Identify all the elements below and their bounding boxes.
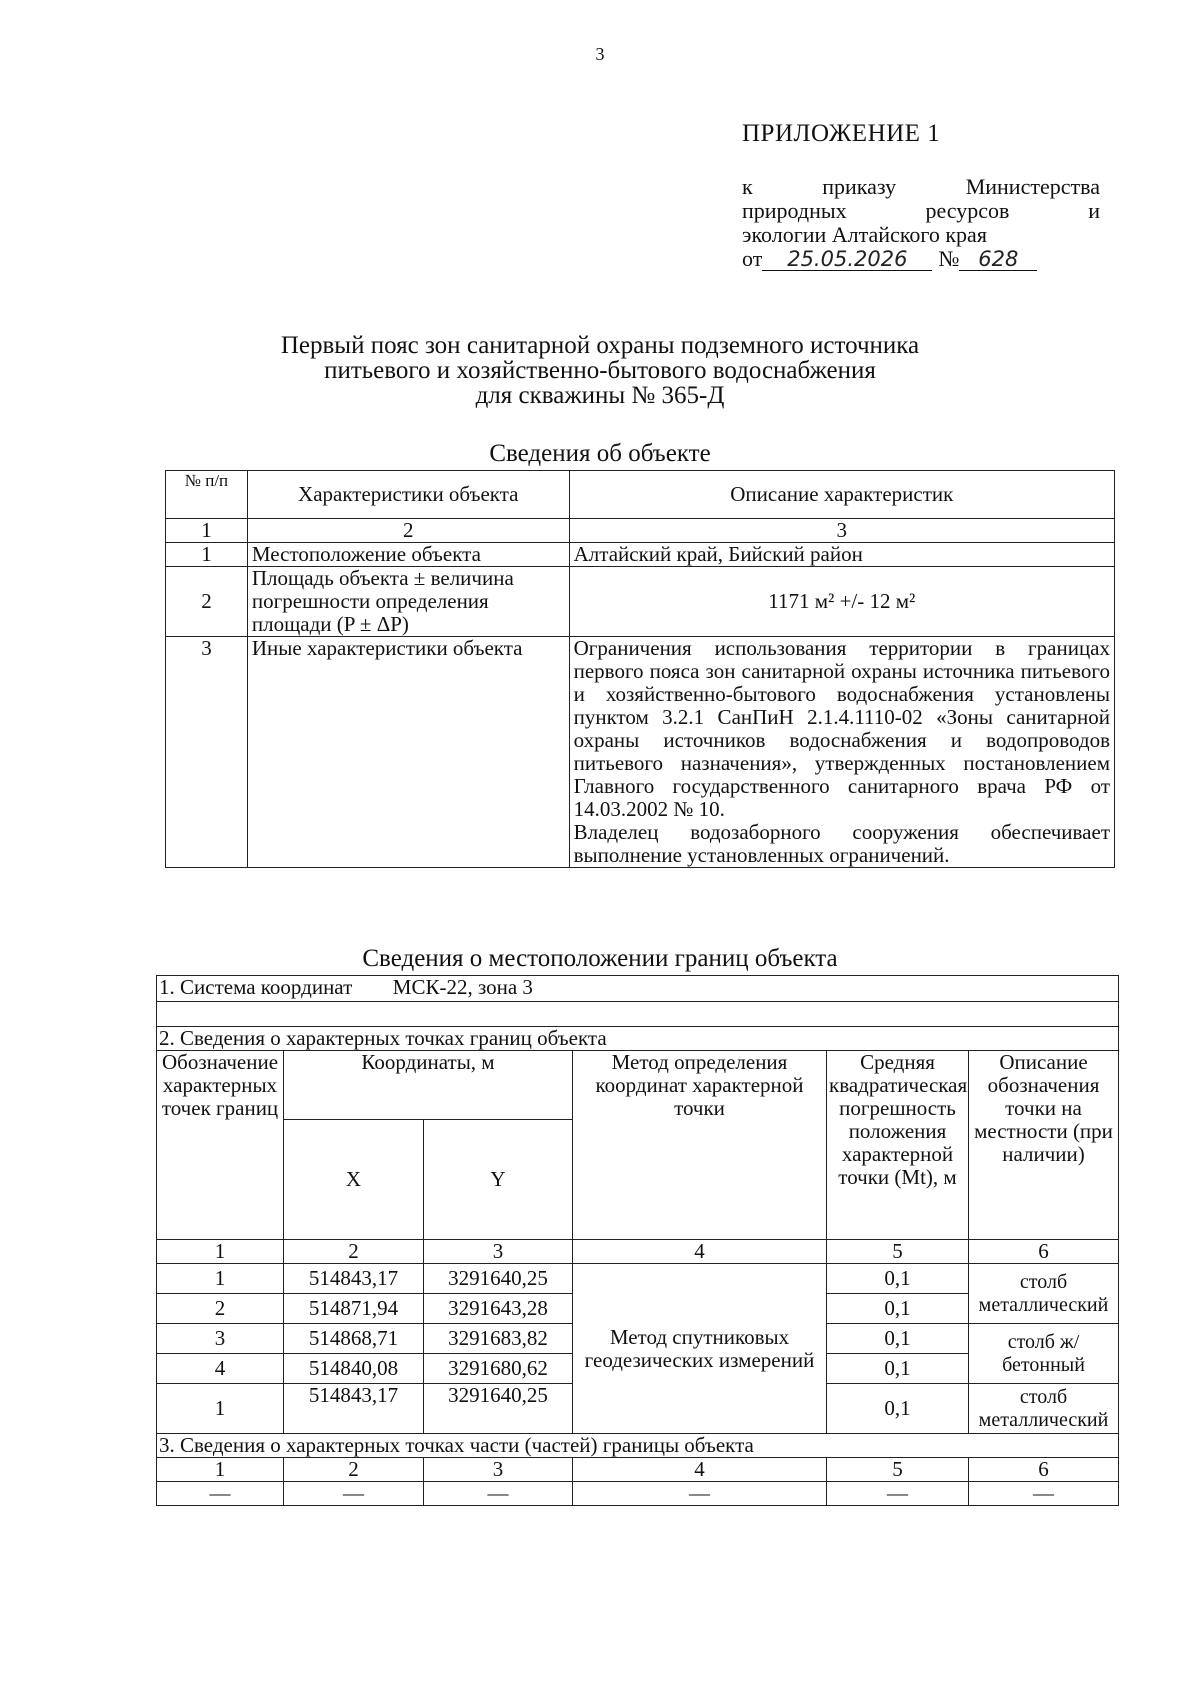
header-description: Описание характеристик	[569, 471, 1114, 519]
order-word: к	[742, 174, 753, 199]
index-cell: 3	[424, 1458, 573, 1482]
index-cell: 3	[569, 519, 1114, 543]
point-id: 1	[157, 1384, 284, 1434]
order-word: приказу	[822, 174, 897, 199]
point-mt: 0,1	[827, 1324, 969, 1354]
point-mt: 0,1	[827, 1354, 969, 1384]
row-characteristic: Площадь объекта ± величина погрешности определения площади (P ± ΔP)	[247, 567, 569, 637]
table-row	[166, 637, 1115, 868]
point-y: 3291640,25	[424, 1384, 573, 1434]
point-mt: 0,1	[827, 1384, 969, 1434]
index-cell: 1	[166, 519, 248, 543]
title-line: питьевого и хозяйственно-бытового водоснабжения	[324, 357, 876, 384]
document-title	[0, 333, 1200, 408]
header-y: Y	[424, 1120, 573, 1240]
blank-row	[157, 1002, 1119, 1027]
row-description	[569, 637, 1114, 868]
point-y: 3291683,82	[424, 1324, 573, 1354]
table-row	[166, 543, 1115, 567]
header-point-description: Описание обозначения точки на местности (при наличии)	[969, 1051, 1119, 1240]
object-info-caption: Сведения об объекте	[489, 440, 711, 467]
point-y: 3291680,62	[424, 1354, 573, 1384]
coord-system-value: МСК-22, зона 3	[392, 975, 533, 999]
point-id: 2	[157, 1294, 284, 1324]
order-word: и	[1088, 198, 1100, 223]
header-x: X	[284, 1120, 424, 1240]
point-y: 3291640,25	[424, 1264, 573, 1294]
table-row	[157, 1264, 1119, 1294]
point-x: 514840,08	[284, 1354, 424, 1384]
order-word: Министерства	[965, 174, 1100, 199]
order-number-handwritten: 628	[959, 248, 1037, 271]
dash-cell: —	[157, 1482, 284, 1506]
point-id: 3	[157, 1324, 284, 1354]
index-cell: 4	[573, 1240, 827, 1264]
point-marker-description: столб металлический	[969, 1384, 1119, 1434]
header-characteristics: Характеристики объекта	[247, 471, 569, 519]
order-line-2	[742, 199, 1100, 223]
description-paragraph: Ограничения использования территории в границах первого пояса зон санитарной охраны источника питьевого и хозяйственно-бытового водоснабжения установлены пунктом 3.2.1 СанПиН 2.1.4.1110-02 «Зоны санитарной охраны источников водоснабжения и водопроводов питьевого назначения», утвержденных постановлением Главного государственного санитарного врача РФ от 14.03.2002 № 10.	[573, 636, 1110, 821]
title-line: для скважины № 365-Д	[475, 382, 725, 409]
row-description: 1171 м² +/- 12 м²	[569, 567, 1114, 637]
number-label: №	[938, 246, 960, 271]
order-word: ресурсов	[925, 198, 1010, 223]
title-line: Первый пояс зон санитарной охраны подземного источника	[280, 332, 920, 359]
index-cell: 4	[573, 1458, 827, 1482]
index-cell: 1	[157, 1458, 284, 1482]
page-number: 3	[595, 44, 605, 64]
point-x: 514843,17	[284, 1264, 424, 1294]
row-num: 1	[166, 543, 248, 567]
index-cell: 5	[827, 1240, 969, 1264]
dash-cell: —	[573, 1482, 827, 1506]
description-paragraph: Владелец водозаборного сооружения обеспечивает выполнение установленных ограничений.	[573, 820, 1110, 867]
dash-cell: —	[424, 1482, 573, 1506]
section-3-heading: 3. Сведения о характерных точках части (частей) границы объекта	[157, 1434, 1119, 1458]
section-2-heading: 2. Сведения о характерных точках границ объекта	[157, 1027, 1119, 1051]
row-num: 3	[166, 637, 248, 868]
header-designation: Обозначение характерных точек границ	[157, 1051, 284, 1240]
order-reference	[742, 175, 1100, 271]
point-y: 3291643,28	[424, 1294, 573, 1324]
index-cell: 2	[247, 519, 569, 543]
order-line-1	[742, 175, 1100, 199]
index-cell: 3	[424, 1240, 573, 1264]
header-method: Метод определения координат характерной точки	[573, 1051, 827, 1240]
header-error: Средняя квадратическая погрешность положения характерной точки (Mt), м	[827, 1051, 969, 1240]
point-id: 4	[157, 1354, 284, 1384]
coord-system-row	[157, 976, 1119, 1002]
index-cell: 6	[969, 1458, 1119, 1482]
order-word: природных	[742, 198, 847, 223]
index-cell: 2	[284, 1240, 424, 1264]
method-value: Метод спутниковых геодезических измерений	[573, 1264, 827, 1434]
order-date-line	[742, 247, 1100, 271]
index-cell: 6	[969, 1240, 1119, 1264]
order-date-handwritten: 25.05.2026	[762, 248, 932, 271]
dash-cell: —	[284, 1482, 424, 1506]
appendix-heading: ПРИЛОЖЕНИЕ 1	[742, 120, 941, 147]
boundaries-caption: Сведения о местоположении границ объекта	[362, 945, 838, 972]
row-num: 2	[166, 567, 248, 637]
point-x: 514843,17	[284, 1384, 424, 1434]
coord-system-label: 1. Система координат	[159, 975, 353, 999]
header-num: № п/п	[166, 471, 248, 519]
dash-cell: —	[969, 1482, 1119, 1506]
dash-cell: —	[827, 1482, 969, 1506]
index-cell: 2	[284, 1458, 424, 1482]
from-label: от	[742, 246, 763, 271]
order-line-3: экологии Алтайского края	[742, 222, 987, 247]
row-characteristic: Местоположение объекта	[247, 543, 569, 567]
row-description: Алтайский край, Бийский район	[569, 543, 1114, 567]
index-cell: 5	[827, 1458, 969, 1482]
point-mt: 0,1	[827, 1294, 969, 1324]
row-characteristic: Иные характеристики объекта	[247, 637, 569, 868]
point-id: 1	[157, 1264, 284, 1294]
point-x: 514871,94	[284, 1294, 424, 1324]
point-mt: 0,1	[827, 1264, 969, 1294]
table-row	[166, 567, 1115, 637]
boundaries-table	[156, 975, 1119, 1506]
index-cell: 1	[157, 1240, 284, 1264]
header-coords: Координаты, м	[284, 1051, 573, 1120]
point-x: 514868,71	[284, 1324, 424, 1354]
point-marker-description: столб металлический	[969, 1264, 1119, 1324]
point-marker-description: столб ж/бетонный	[969, 1324, 1119, 1384]
object-info-table	[165, 470, 1115, 868]
